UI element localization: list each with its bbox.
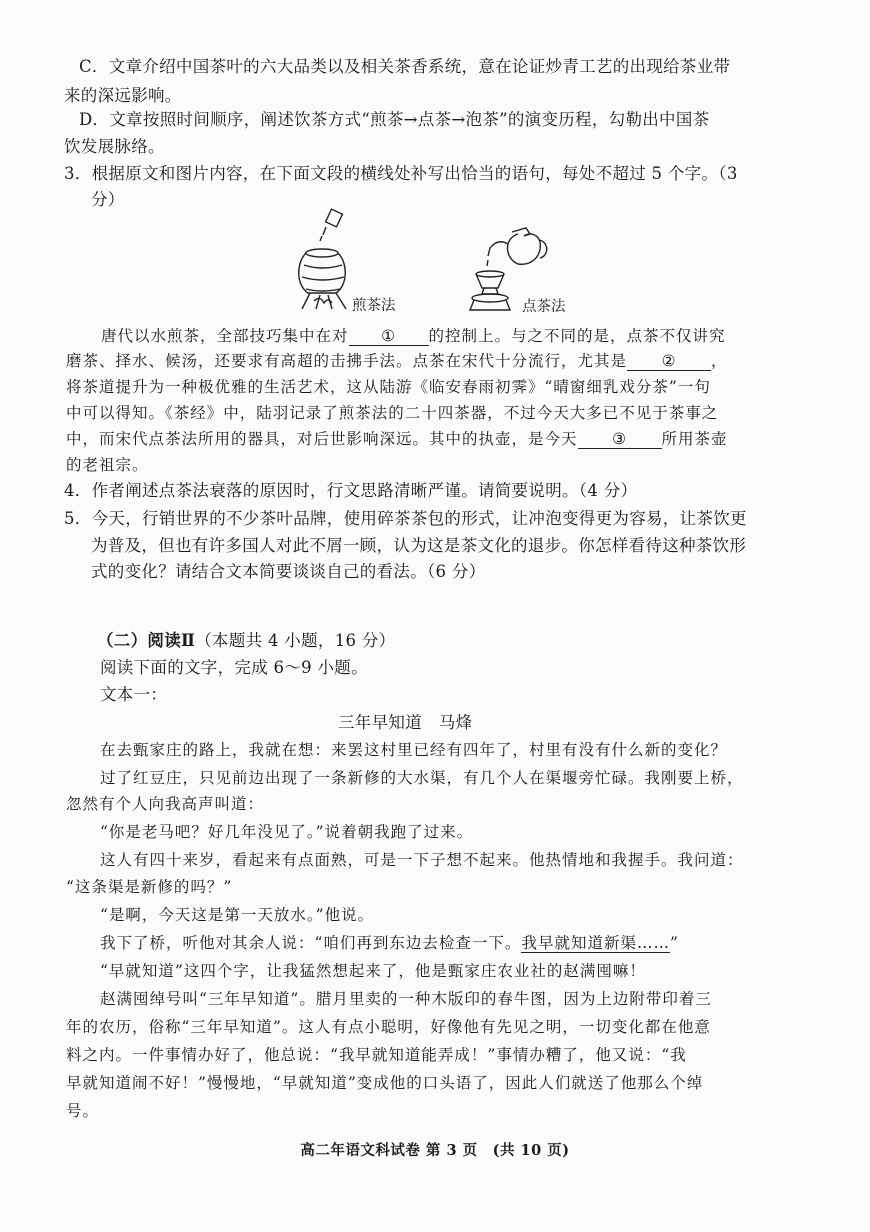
story-line: 这人有四十来岁，看起来有点面熟，可是一下子想不起来。他热情地和我握手。我问道： <box>100 851 744 869</box>
section-2-heading-bold: （二）阅读Ⅱ <box>97 631 196 650</box>
story-line: 忽然有个人向我高声叫道： <box>66 795 265 813</box>
passage-text: ， <box>711 352 728 370</box>
story-line: 在去甄家庄的路上，我就在想：来罢这村里已经有四年了，村里有没有什么新的变化？ <box>100 741 728 759</box>
story-line: “早就知道”这四个字，让我猛然想起来了，他是甄家庄农业社的赵满囤嘛！ <box>100 962 646 980</box>
passage-line4: 中可以得知。《茶经》中，陆羽记录了煎茶法的二十四茶器，不过今天大多已不见于茶事之 <box>66 404 719 422</box>
story-line: “是啊，今天这是第一天放水。”他说。 <box>100 906 375 924</box>
boiling-pot-illustration <box>290 205 360 315</box>
blank-3: ③ <box>578 430 662 449</box>
option-d-line1: D．文章按照时间顺序，阐述饮茶方式“煎茶→点茶→泡茶”的演变历程，勾勒出中国茶 <box>79 110 710 129</box>
story-line: “这条渠是新修的吗？” <box>66 878 233 896</box>
passage-line1 <box>101 325 726 347</box>
passage-text: 所用茶壶 <box>661 430 728 448</box>
underlined-sentence: 我早就知道新渠…… <box>521 934 670 952</box>
story-line <box>100 932 679 954</box>
passage-text: 中，而宋代点茶法所用的器具，对后世影响深远。其中的执壶，是今天 <box>66 430 578 448</box>
passage-line2 <box>66 350 728 372</box>
blank-2: ② <box>627 352 711 371</box>
story-line: 赵满囤绰号叫“三年早知道”。腊月里卖的一种木版印的春牛图，因为上边附带印着三 <box>100 990 712 1008</box>
story-line: 年的农历，俗称“三年早知道”。这人有点小聪明，好像他有先见之明，一切变化都在他意 <box>66 1018 711 1036</box>
passage-text: 的控制上。与之不同的是，点茶不仅讲究 <box>428 327 726 345</box>
text-one-label: 文本一： <box>100 685 168 704</box>
whisking-method-caption: 点茶法 <box>522 299 566 315</box>
section-2-instruction: 阅读下面的文字，完成 6～9 小题。 <box>100 658 368 677</box>
question-5-line2: 为普及，但也有许多国人对此不屑一顾，认为这是茶文化的退步。你怎样看待这种茶饮形 <box>91 536 747 555</box>
question-5-line1: 5．今天，行销世界的不少茶叶品牌，使用碎茶茶包的形式，让冲泡变得更为容易，让茶饮更 <box>64 509 747 528</box>
passage-text: 唐代以水煎茶，全部技巧集中在对 <box>101 327 349 345</box>
section-2-heading <box>97 630 395 652</box>
passage-text: 磨茶、择水、候汤，还要求有高超的击拂手法。点茶在宋代十分流行，尤其是 <box>66 352 628 370</box>
question-3-line2: 分） <box>91 190 125 209</box>
passage-line6: 的老祖宗。 <box>66 456 149 474</box>
option-c-line1: C．文章介绍中国茶叶的六大品类以及相关茶香系统，意在论证炒青工艺的出现给茶业带 <box>79 57 731 76</box>
question-3-line1: 3．根据原文和图片内容，在下面文段的横线处补写出恰当的语句，每处不超过 5 个字。（3 <box>64 164 738 183</box>
story-title: 三年早知道 马烽 <box>338 713 473 732</box>
story-line: 过了红豆庄，只见前边出现了一条新修的大水渠，有几个人在渠堰旁忙碌。我刚要上桥， <box>100 769 744 787</box>
passage-line5 <box>66 428 728 450</box>
story-line: 早就知道闹不好！”慢慢地，“早就知道”变成他的口头语了，因此人们就送了他那么个绰 <box>66 1074 704 1092</box>
boiling-method-caption: 煎茶法 <box>352 298 396 314</box>
story-line: “你是老马吧？好几年没见了。”说着朝我跑了过来。 <box>100 823 474 841</box>
story-line: 号。 <box>66 1102 100 1120</box>
option-c-line2: 来的深远影响。 <box>64 86 182 105</box>
blank-1: ① <box>349 327 429 346</box>
section-2-heading-rest: （本题共 4 小题，16 分） <box>195 631 396 650</box>
story-text: ” <box>669 934 679 952</box>
question-5-line3: 式的变化？请结合文本简要谈谈自己的看法。（6 分） <box>91 562 486 581</box>
story-text: 我下了桥，听他对其余人说：“咱们再到东边去检查一下。 <box>100 934 522 952</box>
option-d-line2: 饮发展脉络。 <box>64 137 165 156</box>
story-line: 料之内。一件事情办好了，他总说：“我早就知道能弄成！”事情办糟了，他又说：“我 <box>66 1046 687 1064</box>
page-footer: 高二年语文科试卷 第 3 页 (共 10 页) <box>300 1142 570 1159</box>
passage-line3: 将茶道提升为一种极优雅的生活艺术，这从陆游《临安春雨初霁》“晴窗细乳戏分茶”一句 <box>66 378 711 396</box>
question-4: 4．作者阐述点茶法衰落的原因时，行文思路清晰严谨。请简要说明。（4 分） <box>64 481 638 500</box>
